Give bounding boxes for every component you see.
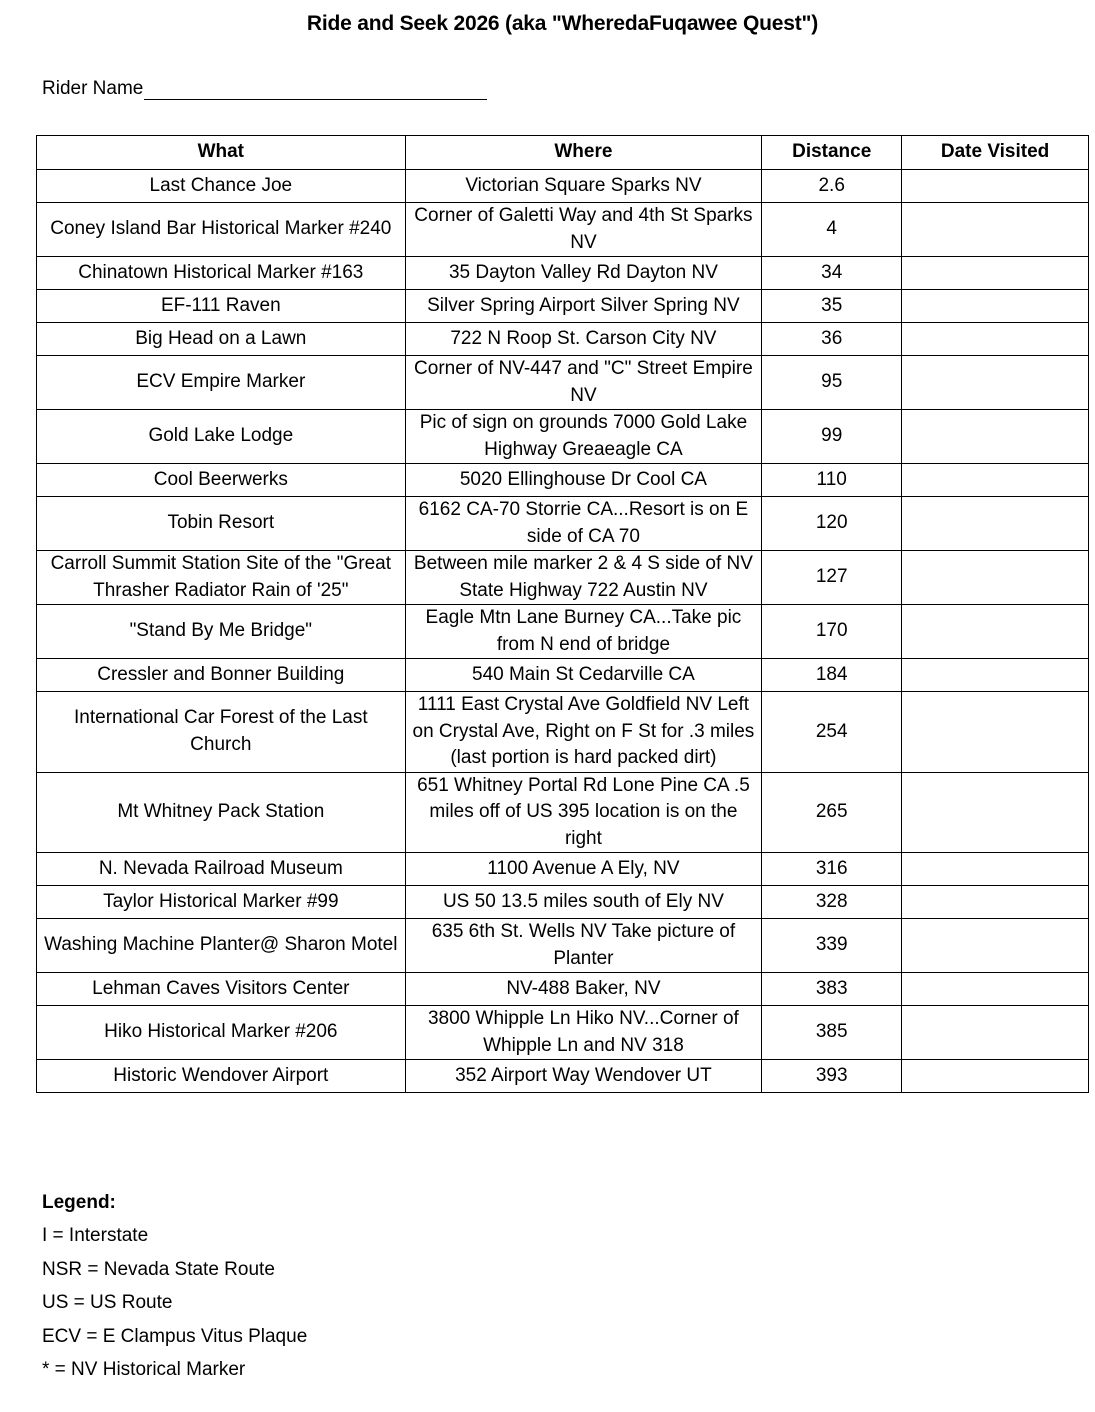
cell-where: Between mile marker 2 & 4 S side of NV State Highway 722 Austin NV (405, 551, 762, 605)
cell-where: NV-488 Baker, NV (405, 973, 762, 1006)
cell-where: 540 Main St Cedarville CA (405, 659, 762, 692)
document-title: Ride and Seek 2026 (aka "WheredaFuqawee Quest") (306, 12, 819, 35)
legend-heading: Legend: (42, 1192, 116, 1213)
table-row (37, 356, 1089, 410)
table-row (37, 1006, 1089, 1060)
table-row (37, 551, 1089, 605)
cell-distance: 120 (762, 497, 902, 551)
cell-what: International Car Forest of the Last Church (37, 692, 406, 773)
rider-name-field (42, 78, 487, 100)
cell-distance: 170 (762, 605, 902, 659)
cell-distance: 254 (762, 692, 902, 773)
legend-item: ECV = E Clampus Vitus Plaque (42, 1325, 308, 1347)
cell-date-visited[interactable] (902, 605, 1089, 659)
cell-what: Cressler and Bonner Building (37, 659, 406, 692)
table-row (37, 203, 1089, 257)
cell-distance: 316 (762, 853, 902, 886)
cell-where: Eagle Mtn Lane Burney CA...Take pic from N end of bridge (405, 605, 762, 659)
cell-where: 3800 Whipple Ln Hiko NV...Corner of Whipple Ln and NV 318 (405, 1006, 762, 1060)
legend-item: * = NV Historical Marker (42, 1359, 246, 1381)
table-row (37, 659, 1089, 692)
table-row (37, 497, 1089, 551)
cell-date-visited[interactable] (902, 203, 1089, 257)
cell-distance: 385 (762, 1006, 902, 1060)
cell-date-visited[interactable] (902, 692, 1089, 773)
cell-what: Taylor Historical Marker #99 (37, 886, 406, 919)
cell-distance: 34 (762, 257, 902, 290)
header-what: What (37, 136, 406, 170)
cell-distance: 95 (762, 356, 902, 410)
cell-date-visited[interactable] (902, 257, 1089, 290)
legend (42, 1186, 307, 1386)
cell-where: Silver Spring Airport Silver Spring NV (405, 290, 762, 323)
cell-what: Last Chance Joe (37, 170, 406, 203)
cell-distance: 110 (762, 464, 902, 497)
cell-where: 5020 Ellinghouse Dr Cool CA (405, 464, 762, 497)
cell-where: 6162 CA-70 Storrie CA...Resort is on E side of CA 70 (405, 497, 762, 551)
cell-what: Gold Lake Lodge (37, 410, 406, 464)
table-row (37, 170, 1089, 203)
cell-where: 722 N Roop St. Carson City NV (405, 323, 762, 356)
cell-where: 1100 Avenue A Ely, NV (405, 853, 762, 886)
cell-date-visited[interactable] (902, 356, 1089, 410)
cell-where: 35 Dayton Valley Rd Dayton NV (405, 257, 762, 290)
cell-where: 651 Whitney Portal Rd Lone Pine CA .5 miles off of US 395 location is on the right (405, 772, 762, 853)
header-distance: Distance (762, 136, 902, 170)
cell-where: 352 Airport Way Wendover UT (405, 1060, 762, 1093)
legend-item: US = US Route (42, 1292, 173, 1314)
cell-distance: 383 (762, 973, 902, 1006)
cell-what: "Stand By Me Bridge" (37, 605, 406, 659)
table-row (37, 290, 1089, 323)
legend-item: NSR = Nevada State Route (42, 1258, 275, 1280)
cell-date-visited[interactable] (902, 659, 1089, 692)
cell-what: Lehman Caves Visitors Center (37, 973, 406, 1006)
cell-date-visited[interactable] (902, 464, 1089, 497)
cell-what: Coney Island Bar Historical Marker #240 (37, 203, 406, 257)
cell-distance: 339 (762, 919, 902, 973)
cell-date-visited[interactable] (902, 551, 1089, 605)
table-row (37, 410, 1089, 464)
cell-distance: 4 (762, 203, 902, 257)
cell-distance: 328 (762, 886, 902, 919)
cell-what: Big Head on a Lawn (37, 323, 406, 356)
cell-what: Washing Machine Planter@ Sharon Motel (37, 919, 406, 973)
legend-item: I = Interstate (42, 1225, 149, 1247)
cell-what: Historic Wendover Airport (37, 1060, 406, 1093)
cell-what: Tobin Resort (37, 497, 406, 551)
table-body (37, 170, 1089, 1093)
cell-date-visited[interactable] (902, 1060, 1089, 1093)
table-row (37, 323, 1089, 356)
cell-what: Mt Whitney Pack Station (37, 772, 406, 853)
rider-name-blank-line[interactable] (144, 79, 487, 100)
cell-where: Corner of Galetti Way and 4th St Sparks NV (405, 203, 762, 257)
cell-where: Victorian Square Sparks NV (405, 170, 762, 203)
cell-where: Pic of sign on grounds 7000 Gold Lake Highway Greaeagle CA (405, 410, 762, 464)
table-row (37, 772, 1089, 853)
cell-what: Carroll Summit Station Site of the "Great Thrasher Radiator Rain of '25" (37, 551, 406, 605)
table-row (37, 1060, 1089, 1093)
cell-where: US 50 13.5 miles south of Ely NV (405, 886, 762, 919)
cell-distance: 184 (762, 659, 902, 692)
cell-what: Chinatown Historical Marker #163 (37, 257, 406, 290)
table-row (37, 605, 1089, 659)
table-row (37, 464, 1089, 497)
cell-date-visited[interactable] (902, 290, 1089, 323)
cell-where: 1111 East Crystal Ave Goldfield NV Left on Crystal Ave, Right on F St for .3 miles (last portion is hard packed dirt) (405, 692, 762, 773)
cell-distance: 127 (762, 551, 902, 605)
table-header-row (37, 136, 1089, 170)
cell-date-visited[interactable] (902, 170, 1089, 203)
table-row (37, 257, 1089, 290)
cell-date-visited[interactable] (902, 772, 1089, 853)
header-date-visited: Date Visited (902, 136, 1089, 170)
cell-distance: 2.6 (762, 170, 902, 203)
cell-where: Corner of NV-447 and "C" Street Empire NV (405, 356, 762, 410)
cell-date-visited[interactable] (902, 410, 1089, 464)
cell-distance: 265 (762, 772, 902, 853)
cell-date-visited[interactable] (902, 1006, 1089, 1060)
cell-what: Hiko Historical Marker #206 (37, 1006, 406, 1060)
cell-what: ECV Empire Marker (37, 356, 406, 410)
table-row (37, 692, 1089, 773)
cell-distance: 393 (762, 1060, 902, 1093)
cell-date-visited[interactable] (902, 886, 1089, 919)
cell-what: EF-111 Raven (37, 290, 406, 323)
cell-date-visited[interactable] (902, 323, 1089, 356)
cell-date-visited[interactable] (902, 497, 1089, 551)
header-where: Where (405, 136, 762, 170)
table-row (37, 886, 1089, 919)
cell-date-visited[interactable] (902, 919, 1089, 973)
cell-date-visited[interactable] (902, 853, 1089, 886)
cell-date-visited[interactable] (902, 973, 1089, 1006)
rider-name-label: Rider Name (42, 78, 144, 99)
cell-distance: 99 (762, 410, 902, 464)
table-row (37, 853, 1089, 886)
table-row (37, 973, 1089, 1006)
cell-what: N. Nevada Railroad Museum (37, 853, 406, 886)
quest-table (36, 135, 1089, 1093)
table-row (37, 919, 1089, 973)
cell-distance: 36 (762, 323, 902, 356)
cell-distance: 35 (762, 290, 902, 323)
cell-where: 635 6th St. Wells NV Take picture of Planter (405, 919, 762, 973)
cell-what: Cool Beerwerks (37, 464, 406, 497)
